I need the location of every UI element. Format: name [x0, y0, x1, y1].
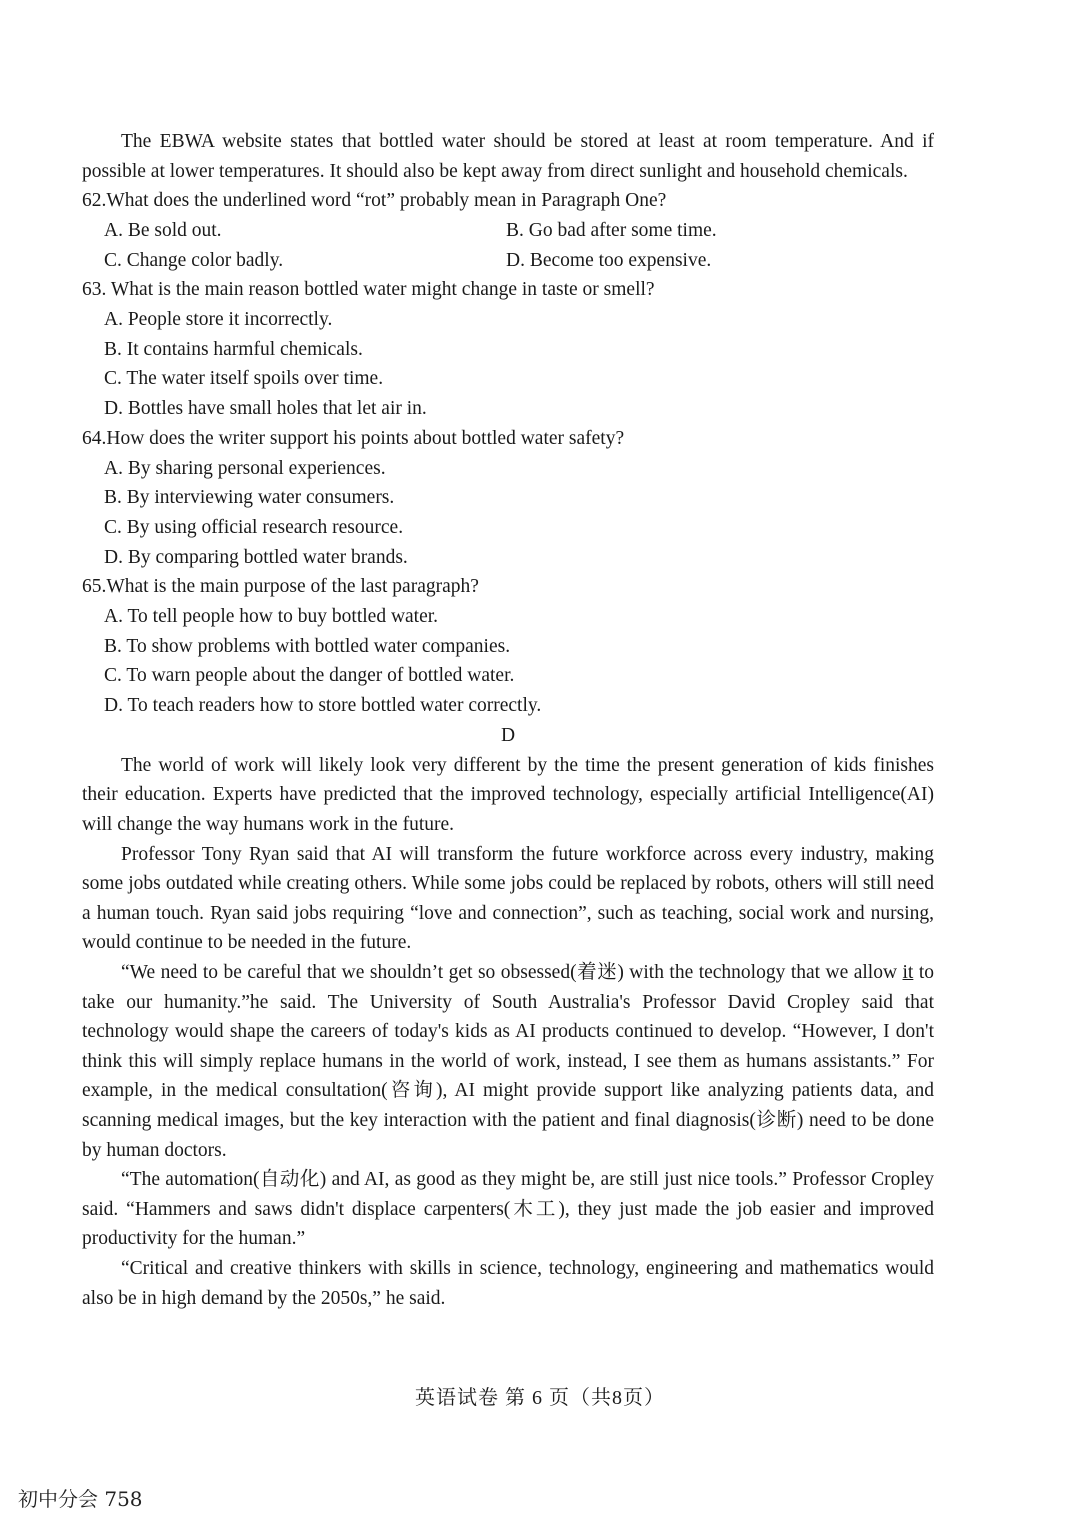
section-heading-d: D	[500, 724, 516, 746]
passage-paragraph-2: Professor Tony Ryan said that AI will transform the future workforce across every industry, making some jobs outdated while creating others. While some jobs could be replaced by robots, others will still need a human touch. Ryan said jobs requiring “love and connection”, such as teaching, social work and nursing, would continue to be needed in the future.	[82, 843, 934, 954]
paragraph-text: to take our humanity.”he said. The University of South Australia's Professor David Cropley said that technology would shape the careers of today's kids as AI products continued to develop. “However, I don't think this will simply replace humans in the world of work, instead, I see them as humans assistants.” For example, in the medical consultation(咨询), AI might provide support like analyzing patients data, and scanning medical images, but the key interaction with the patient and final diagnosis(诊断) need to be done by human doctors.	[82, 962, 934, 1161]
intro-paragraph: The EBWA website states that bottled water should be stored at least at room temperature. And if possible at lower temperatures. It should also be kept away from direct sunlight and household chemicals.	[82, 131, 934, 182]
question-65	[82, 572, 934, 721]
option-a: A. By sharing personal experiences.	[104, 457, 386, 479]
option-b: B. By interviewing water consumers.	[104, 487, 395, 509]
question-stem: 62.What does the underlined word “rot” probably mean in Paragraph One?	[82, 190, 667, 212]
option-c: C. The water itself spoils over time.	[104, 368, 384, 390]
option-c: C. By using official research resource.	[104, 516, 404, 538]
option-a: A. To tell people how to buy bottled water.	[104, 606, 439, 628]
option-d: D. Become too expensive.	[506, 249, 712, 271]
exam-page	[82, 127, 934, 1313]
question-stem: 65.What is the main purpose of the last paragraph?	[82, 576, 479, 598]
option-b: B. Go bad after some time.	[506, 219, 717, 241]
paragraph-text: “We need to be careful that we shouldn’t get so obsessed(着迷) with the technology that we allow	[121, 962, 903, 983]
option-b: B. It contains harmful chemicals.	[104, 338, 363, 360]
option-a: A. Be sold out.	[104, 219, 222, 241]
question-63	[82, 275, 934, 424]
corner-watermark: 初中分会 758	[18, 1487, 143, 1511]
passage-paragraph-4: “The automation(自动化) and AI, as good as they might be, are still just nice tools.” Professor Cropley said. “Hammers and saws didn't displace carpenters(木工), they just made the job easier and improved productivity for the human.”	[82, 1169, 934, 1250]
option-d: D. Bottles have small holes that let air in.	[104, 398, 427, 420]
passage-paragraph-3	[82, 958, 934, 1165]
question-stem: 63. What is the main reason bottled water might change in taste or smell?	[82, 279, 655, 301]
underlined-word: it	[902, 962, 914, 983]
option-d: D. By comparing bottled water brands.	[104, 546, 408, 568]
page-footer: 英语试卷 第 6 页（共8页）	[415, 1387, 665, 1409]
option-d: D. To teach readers how to store bottled water correctly.	[104, 695, 542, 717]
passage-paragraph-5: “Critical and creative thinkers with skills in science, technology, engineering and mathematics would also be in high demand by the 2050s,” he said.	[82, 1257, 934, 1309]
passage-paragraph-1: The world of work will likely look very different by the time the present generation of kids finishes their education. Experts have predicted that the improved technology, especially artificial Intelligence(AI) will change the way humans work in the future.	[82, 754, 934, 836]
option-row	[82, 216, 934, 246]
option-row	[82, 246, 934, 276]
question-stem: 64.How does the writer support his points about bottled water safety?	[82, 427, 625, 449]
option-c: C. To warn people about the danger of bottled water.	[104, 665, 515, 687]
option-a: A. People store it incorrectly.	[104, 309, 333, 330]
question-64	[82, 424, 934, 573]
option-c: C. Change color badly.	[104, 249, 284, 271]
option-b: B. To show problems with bottled water companies.	[104, 635, 511, 657]
question-62	[82, 186, 934, 275]
